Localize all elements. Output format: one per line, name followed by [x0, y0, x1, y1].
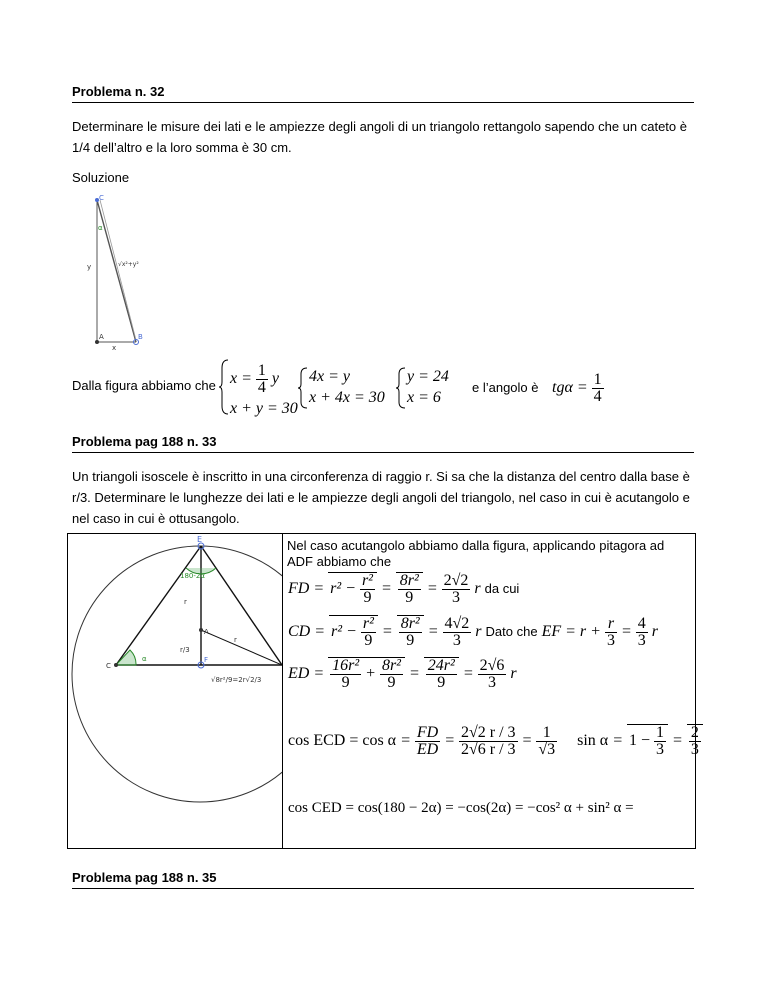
fd-label: FD — [288, 580, 310, 598]
solution-label: Soluzione — [72, 170, 130, 185]
label-y: y — [87, 263, 92, 271]
cos-ced-equation: cos CED = cos(180 − 2α) = −cos(2α) = −cos² α + sin² α = — [288, 800, 634, 816]
label-b: B — [138, 333, 143, 341]
system-3-line-1: y = 24 — [407, 368, 449, 385]
box-divider — [282, 533, 283, 848]
label-r-third: r/3 — [180, 646, 190, 654]
system-1-line-1: x = $\frac{1}{4}$ y — [230, 362, 280, 396]
right-triangle-figure — [80, 192, 160, 352]
angle-arc-c — [116, 650, 136, 665]
ed-label: ED — [288, 665, 310, 683]
label-r-diagonal: r — [234, 636, 237, 644]
problem-33-text: Un triangoli isoscele è inscritto in una circonferenza di raggio r. Si sa che la distanza del centro dalla base è r/3. Determinare le lunghezze dei lati e le ampiezze degli angoli del triangolo, nel caso in cui è acutangolo e nel caso in cui è ottusangolo. — [72, 469, 690, 526]
divider — [72, 452, 694, 453]
system-2-line-1: 4x = y — [309, 368, 350, 385]
label-base-length: √8r²/9=2r√2/3 — [211, 676, 262, 684]
label-alpha: α — [142, 655, 147, 663]
problem-33-heading: Problema pag 188 n. 33 — [72, 434, 217, 449]
brace-3 — [395, 366, 407, 410]
cd-label: CD — [288, 623, 311, 641]
label-c: C — [99, 194, 104, 202]
fd-tail: da cui — [484, 581, 520, 597]
system-2-line-2: x + 4x = 30 — [309, 389, 385, 406]
label-a: A — [99, 333, 104, 341]
cos-ecd-equation: cos ECD = cos α = $\frac{FD}{ED}$ = $\frac{2√2 r / 3}{2√6 r / 3}$ = $\frac{1}{√3}$ sin α = 1 − $\frac{1}{3}$ = $\frac{2}{3}$ — [288, 724, 703, 758]
problem-32-heading: Problema n. 32 — [72, 84, 165, 99]
label-c: C — [106, 662, 111, 670]
acute-case-intro: Nel caso acutangolo abbiamo dalla figura, applicando pitagora ad ADF abbiamo che — [287, 538, 665, 569]
label-a: A — [204, 628, 209, 636]
problem-35-heading: Problema pag 188 n. 35 — [72, 870, 217, 885]
ef-label: EF — [541, 623, 562, 641]
divider — [72, 888, 694, 889]
ed-equation: ED = $\frac{\text{16r²}}{9}$ + $\frac{\text{8r²}}{9}$ = $\frac{\text{24r²}}{9}$ = $\frac{2√6}{3}$ r — [288, 657, 517, 691]
fd-equation: FD = r² − $\frac{\text{r²}}{9}$ = $\frac{\text{8r²}}{9}$ = $\frac{2√2}{3}$ r da cui — [288, 572, 520, 606]
label-alpha: α — [98, 224, 103, 232]
problem-32-text: Determinare le misure dei lati e le ampiezze degli angoli di un triangolo rettangolo sapendo che un cateto è 1/4 dell’altro e la loro somma è 30 cm. — [72, 119, 687, 155]
brace-1 — [218, 358, 230, 416]
point-c — [114, 663, 118, 667]
brace-2 — [297, 366, 309, 410]
label-hypotenuse: √x²+y² — [118, 261, 139, 268]
inscribed-triangle-figure — [68, 534, 282, 846]
label-angle-top: 180-2α — [180, 572, 205, 580]
label-r-vertical: r — [184, 598, 187, 606]
divider — [72, 102, 694, 103]
cd-tail: Dato che — [485, 624, 538, 640]
system-1-line-2: x + y = 30 — [230, 400, 298, 417]
cos-ecd-label: cos ECD = cos α — [288, 732, 397, 750]
conclusion-prefix: Dalla figura abbiamo che — [72, 378, 216, 393]
system-3-line-2: x = 6 — [407, 389, 441, 406]
label-e: E — [197, 535, 203, 544]
point-a — [199, 628, 203, 632]
angle-text: e l’angolo è — [472, 380, 539, 395]
label-f: F — [204, 656, 209, 664]
cd-equation: CD = r² − $\frac{\text{r²}}{9}$ = $\frac{\text{8r²}}{9}$ = $\frac{4√2}{3}$ r Dato che EF = r + $\frac{r}{3}$ = $\frac{4}{3}$ r — [288, 615, 658, 649]
circumference — [72, 546, 282, 802]
sin-label: sin α — [577, 732, 609, 750]
tg-alpha: tgα = $\frac{1}{4}$ — [552, 371, 602, 405]
label-x: x — [112, 344, 117, 352]
hypotenuse — [97, 200, 136, 342]
